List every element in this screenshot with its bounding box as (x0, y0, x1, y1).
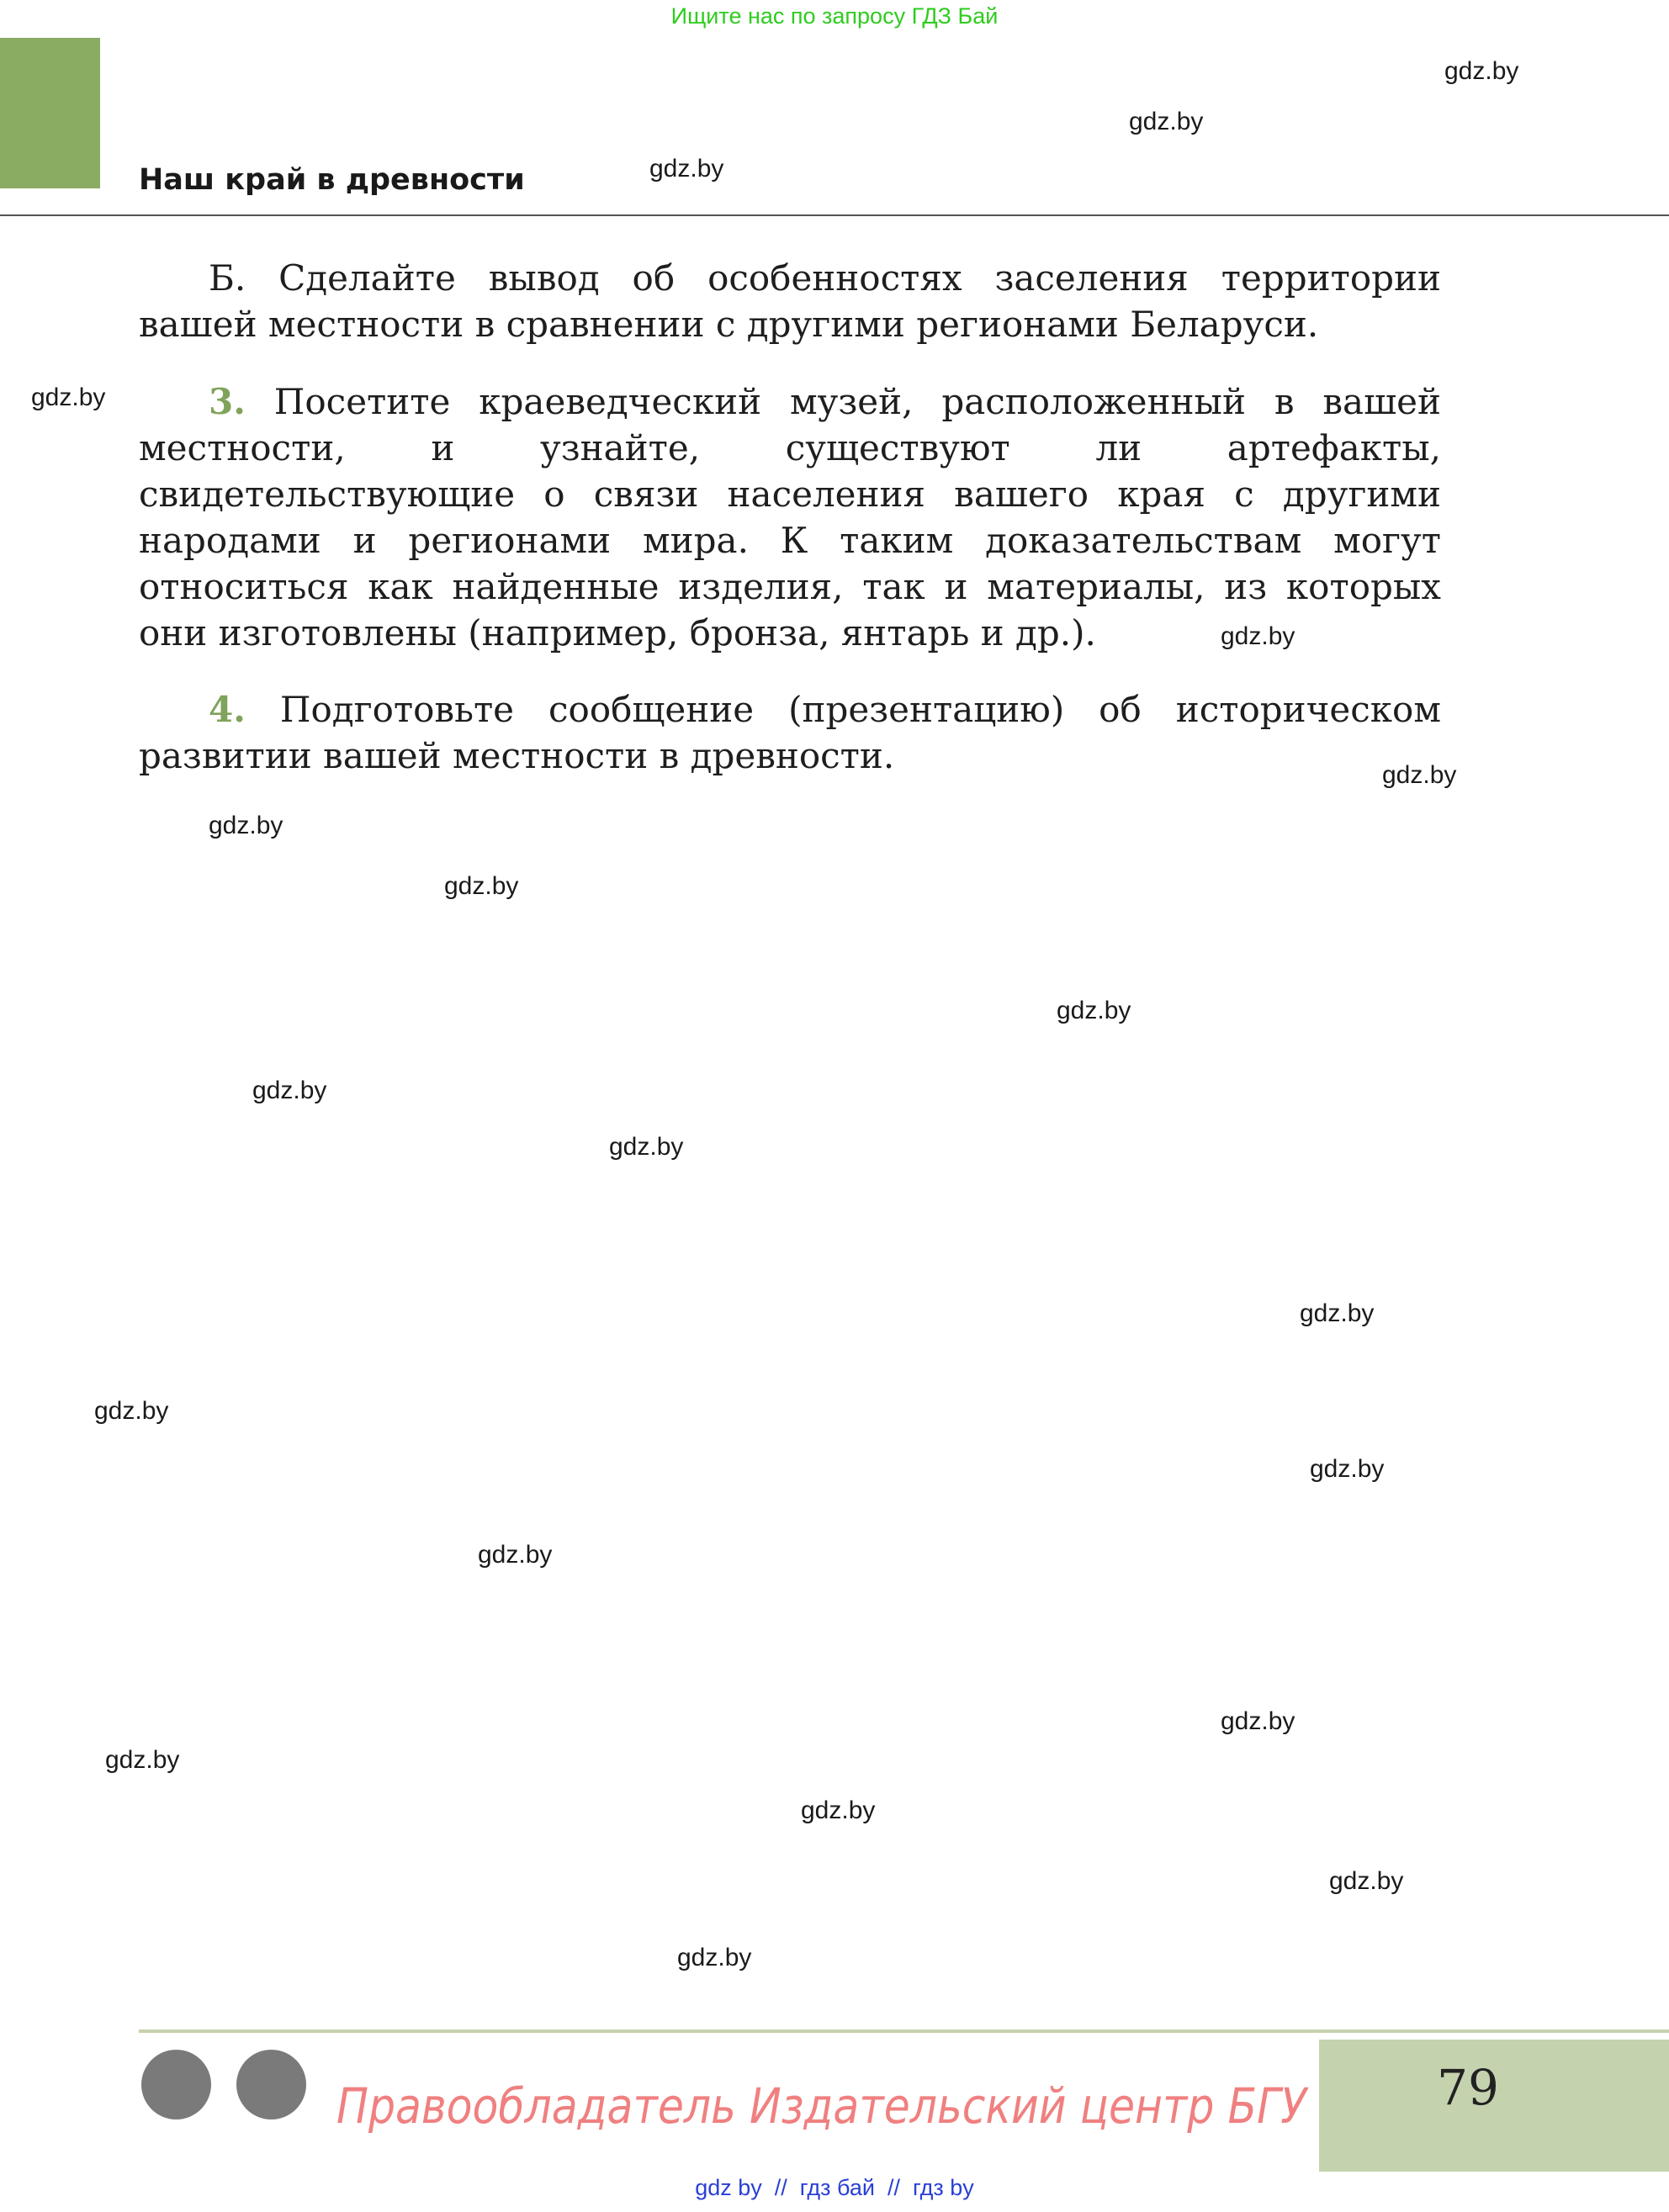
chapter-title: Наш край в древности (139, 163, 525, 197)
watermark: gdz.by (1057, 997, 1131, 1024)
footer-dot (141, 2050, 211, 2119)
watermark: gdz.by (105, 1746, 180, 1774)
watermark: gdz.by (1310, 1455, 1385, 1483)
top-banner: Ищите нас по запросу ГДЗ Бай (670, 3, 999, 29)
watermark: gdz.by (1382, 761, 1457, 789)
watermark: gdz.by (444, 872, 519, 900)
watermark: gdz.by (31, 384, 106, 411)
watermark: gdz.by (649, 155, 724, 183)
task-3 (139, 378, 1441, 656)
bottom-links[interactable]: gdz by // гдз бай // гдз by (695, 2175, 974, 2200)
watermark: gdz.by (1129, 108, 1204, 135)
task-4-number: 4. (209, 689, 246, 730)
watermark: gdz.by (1221, 1707, 1295, 1735)
watermark: gdz.by (1329, 1867, 1404, 1895)
footer-dot (236, 2050, 306, 2119)
watermark: gdz.by (209, 812, 283, 839)
page-number: 79 (1437, 2059, 1499, 2116)
footer-divider (139, 2029, 1669, 2033)
task-4 (139, 686, 1441, 779)
watermark: gdz.by (609, 1133, 684, 1161)
watermark: gdz.by (478, 1541, 553, 1569)
task-3-number: 3. (209, 381, 246, 422)
paragraph-b (139, 255, 1441, 347)
watermark: gdz.by (801, 1797, 876, 1824)
watermark: gdz.by (1221, 622, 1295, 650)
chapter-color-block (0, 38, 100, 188)
header-divider (0, 214, 1669, 216)
watermark: gdz.by (677, 1944, 752, 1971)
watermark: gdz.by (94, 1397, 169, 1425)
rights-holder-text: Правообладатель Издательский центр БГУ (336, 2077, 1306, 2135)
watermark: gdz.by (1300, 1299, 1375, 1327)
paragraph-b-text: Б. Сделайте вывод об особенностях заселения территории вашей местности в сравнении с другими регионами Беларуси. (139, 257, 1441, 345)
task-3-text: Посетите краеведческий музей, расположенный в вашей местности, и узнайте, существуют ли артефакты, свидетельствующие о связи населения вашего края с другими народами и регионами мира. К таким доказательствам могут относиться как найденные изделия, так и материалы, из которых они изготовлены (например, бронза, янтарь и др.). (139, 381, 1441, 654)
task-4-text: Подготовьте сообщение (презентацию) об историческом развитии вашей местности в древности. (139, 689, 1441, 776)
watermark: gdz.by (252, 1077, 327, 1104)
watermark: gdz.by (1444, 57, 1519, 85)
